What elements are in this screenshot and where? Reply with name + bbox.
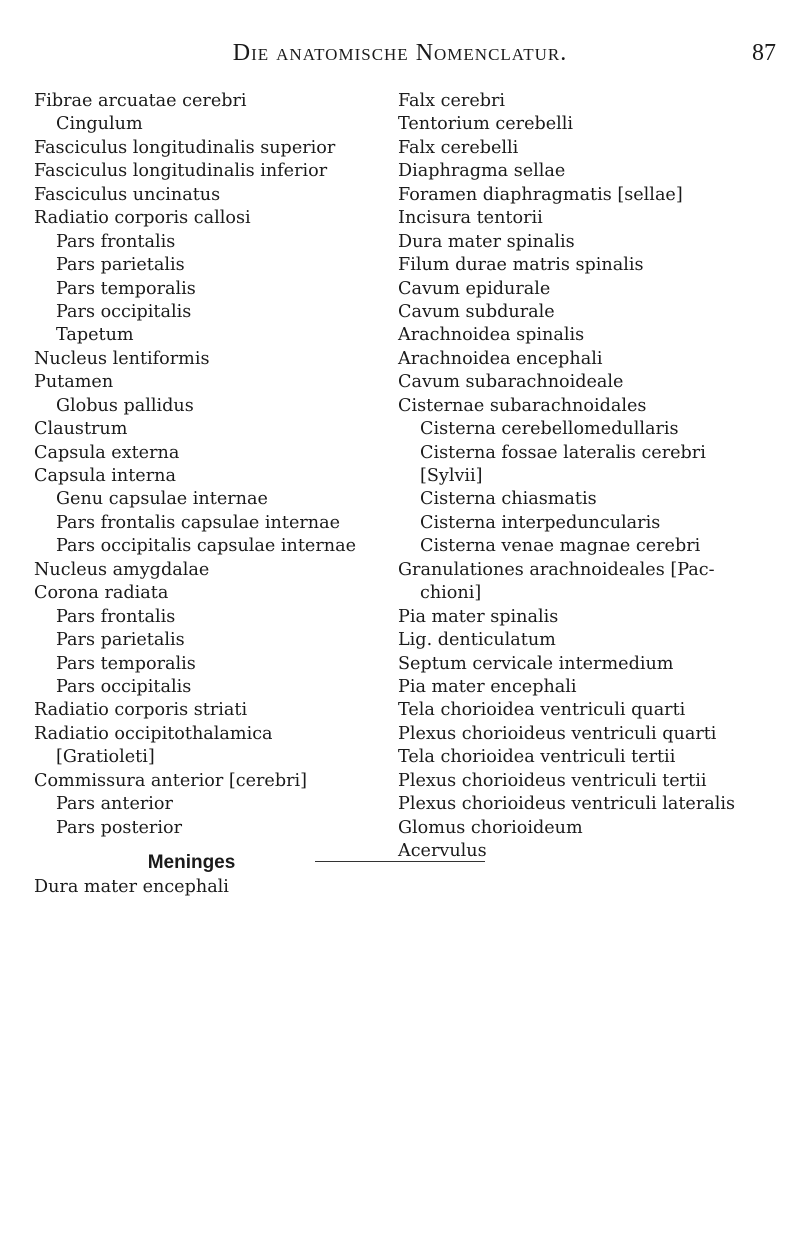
term-entry: Glomus chorioideum bbox=[398, 817, 583, 838]
term-entry: Filum durae matris spinalis bbox=[398, 255, 644, 276]
term-entry: Pars posterior bbox=[56, 817, 182, 838]
term-entry: Tela chorioidea ventriculi tertii bbox=[398, 747, 676, 768]
term-entry: Cavum subdurale bbox=[398, 301, 555, 322]
term-entry: Radiatio occipitothalamica bbox=[34, 723, 273, 744]
term-entry: Pars temporalis bbox=[56, 653, 196, 674]
term-entry: Pia mater encephali bbox=[398, 676, 577, 697]
term-entry: Claustrum bbox=[34, 419, 128, 440]
running-head bbox=[0, 40, 800, 70]
term-entry: Nucleus amygdalae bbox=[34, 559, 210, 580]
running-title: Die anatomische Nomenclatur. bbox=[232, 40, 568, 66]
term-entry: [Gratioleti] bbox=[56, 747, 155, 768]
term-entry: Tapetum bbox=[56, 325, 134, 346]
end-rule bbox=[315, 861, 485, 862]
term-entry: Pars frontalis bbox=[56, 231, 176, 252]
term-entry: Tela chorioidea ventriculi quarti bbox=[398, 700, 686, 721]
term-entry: Falx cerebri bbox=[398, 91, 506, 111]
term-entry: Tentorium cerebelli bbox=[398, 114, 574, 135]
term-entry: Cisterna fossae lateralis cerebri bbox=[420, 442, 706, 463]
term-entry: Pia mater spinalis bbox=[398, 606, 559, 627]
section-heading: Meninges bbox=[147, 852, 236, 873]
term-entry: Foramen diaphragmatis [sellae] bbox=[398, 184, 683, 205]
left-column bbox=[34, 90, 379, 899]
term-entry: Cisterna chiasmatis bbox=[420, 489, 597, 510]
term-entry: Pars parietalis bbox=[56, 255, 185, 276]
term-entry: [Sylvii] bbox=[420, 466, 483, 486]
term-entry: Genu capsulae internae bbox=[56, 489, 268, 510]
term-entry: Capsula interna bbox=[34, 466, 176, 486]
term-entry: Commissura anterior [cerebri] bbox=[34, 770, 307, 791]
term-entry: Plexus chorioideus ventriculi tertii bbox=[398, 770, 707, 791]
term-entry: Capsula externa bbox=[34, 442, 180, 463]
term-entry: Pars frontalis capsulae internae bbox=[56, 512, 341, 533]
term-entry: Pars frontalis bbox=[56, 606, 176, 627]
term-entry: Nucleus lentiformis bbox=[34, 348, 210, 369]
term-entry: Pars anterior bbox=[56, 794, 173, 815]
term-entry: Falx cerebelli bbox=[398, 137, 519, 158]
term-entry: Arachnoidea spinalis bbox=[398, 325, 585, 346]
term-entry: Cavum subarachnoideale bbox=[398, 372, 624, 393]
term-entry: Radiatio corporis callosi bbox=[34, 208, 251, 229]
term-entry: Cisterna cerebellomedullaris bbox=[420, 419, 679, 440]
term-entry: Cavum epidurale bbox=[398, 278, 551, 299]
term-entry: Plexus chorioideus ventriculi quarti bbox=[398, 723, 717, 744]
term-entry: Fasciculus longitudinalis inferior bbox=[34, 161, 328, 182]
term-entry: Cisternae subarachnoidales bbox=[398, 395, 647, 416]
term-entry: Dura mater encephali bbox=[34, 877, 229, 897]
term-entry: Globus pallidus bbox=[56, 395, 194, 416]
term-entry: Putamen bbox=[34, 372, 114, 393]
term-entry: Diaphragma sellae bbox=[398, 161, 566, 182]
term-entry: Fasciculus uncinatus bbox=[34, 184, 221, 205]
term-entry: Incisura tentorii bbox=[398, 208, 543, 229]
right-column bbox=[398, 90, 778, 863]
term-entry: Pars occipitalis bbox=[56, 676, 192, 697]
term-entry: chioni] bbox=[420, 583, 482, 604]
term-entry: Septum cervicale intermedium bbox=[398, 653, 674, 674]
term-entry: Radiatio corporis striati bbox=[34, 700, 248, 721]
term-entry: Plexus chorioideus ventriculi lateralis bbox=[398, 794, 736, 815]
term-entry: Pars occipitalis capsulae internae bbox=[56, 536, 356, 557]
term-entry: Cingulum bbox=[56, 114, 143, 135]
page-number: 87 bbox=[752, 40, 776, 66]
term-entry: Dura mater spinalis bbox=[398, 231, 575, 252]
term-entry: Corona radiata bbox=[34, 583, 169, 604]
term-entry: Pars temporalis bbox=[56, 278, 196, 299]
term-entry: Acervulus bbox=[398, 841, 487, 861]
term-entry: Fibrae arcuatae cerebri bbox=[34, 91, 247, 111]
term-entry: Arachnoidea encephali bbox=[398, 348, 603, 369]
term-entry: Cisterna interpeduncularis bbox=[420, 512, 661, 533]
term-entry: Granulationes arachnoideales [Pac- bbox=[398, 559, 715, 580]
term-entry: Pars parietalis bbox=[56, 630, 185, 651]
term-entry: Pars occipitalis bbox=[56, 301, 192, 322]
term-entry: Cisterna venae magnae cerebri bbox=[420, 536, 701, 557]
term-entry: Fasciculus longitudinalis superior bbox=[34, 137, 336, 158]
term-entry: Lig. denticulatum bbox=[398, 630, 556, 651]
